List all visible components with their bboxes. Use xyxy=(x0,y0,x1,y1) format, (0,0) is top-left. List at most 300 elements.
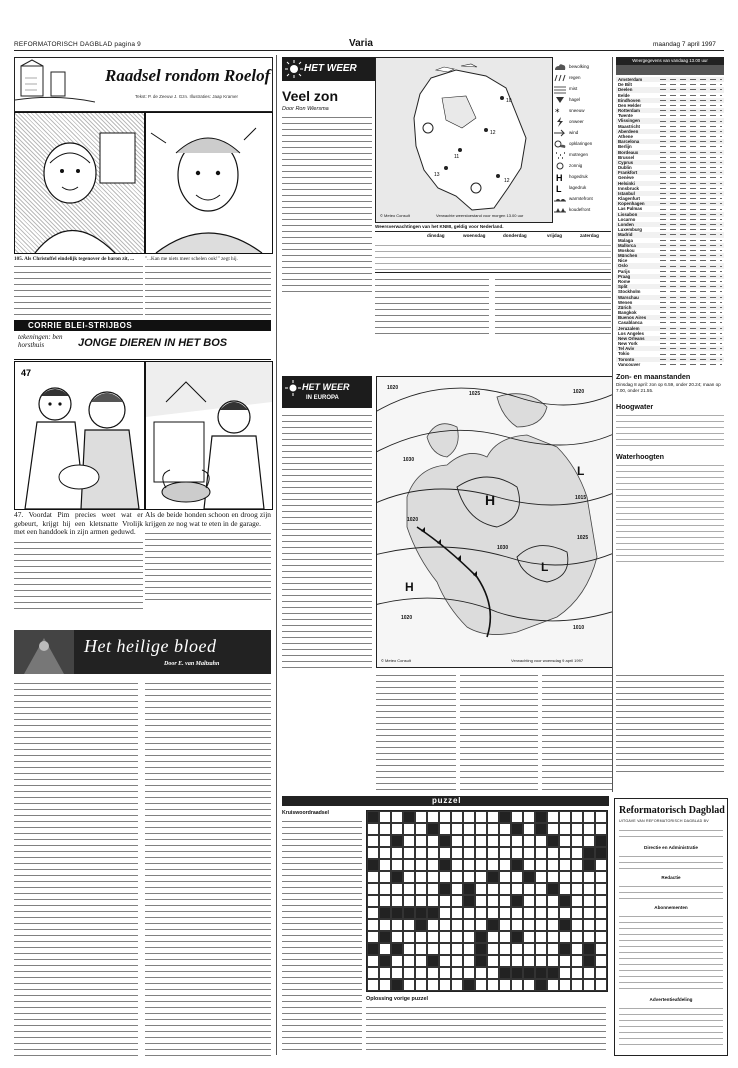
crossword-cell[interactable] xyxy=(379,871,391,883)
crossword-cell[interactable] xyxy=(379,823,391,835)
crossword-cell[interactable] xyxy=(571,955,583,967)
crossword-cell[interactable] xyxy=(451,871,463,883)
crossword-cell[interactable] xyxy=(595,931,607,943)
crossword-cell[interactable] xyxy=(571,811,583,823)
crossword-cell[interactable] xyxy=(487,823,499,835)
crossword-cell[interactable] xyxy=(367,871,379,883)
world-table-values xyxy=(660,115,722,116)
crossword-cell[interactable] xyxy=(415,859,427,871)
crossword-cell[interactable] xyxy=(415,847,427,859)
crossword-cell[interactable] xyxy=(487,859,499,871)
world-table-values xyxy=(660,198,722,199)
crossword-cell[interactable] xyxy=(475,823,487,835)
crossword-cell[interactable] xyxy=(367,931,379,943)
crossword-cell[interactable] xyxy=(571,823,583,835)
crossword-cell[interactable] xyxy=(439,823,451,835)
crossword-cell[interactable] xyxy=(559,835,571,847)
crossword-cell[interactable] xyxy=(391,919,403,931)
crossword-cell[interactable] xyxy=(415,811,427,823)
crossword-cell[interactable] xyxy=(439,811,451,823)
crossword-cell[interactable] xyxy=(523,895,535,907)
crossword-cell[interactable] xyxy=(415,835,427,847)
crossword-cell[interactable] xyxy=(487,811,499,823)
crossword-cell[interactable] xyxy=(535,931,547,943)
crossword-cell[interactable] xyxy=(547,859,559,871)
crossword-block xyxy=(379,931,391,943)
crossword-cell[interactable] xyxy=(547,811,559,823)
crossword-block xyxy=(475,931,487,943)
crossword-cell[interactable] xyxy=(403,931,415,943)
crossword-cell[interactable] xyxy=(511,955,523,967)
crossword-cell[interactable] xyxy=(403,895,415,907)
crossword-cell[interactable] xyxy=(403,871,415,883)
crossword-cell[interactable] xyxy=(439,931,451,943)
crossword-cell[interactable] xyxy=(475,907,487,919)
crossword-cell[interactable] xyxy=(403,883,415,895)
svg-text:H: H xyxy=(556,173,563,182)
comic-roelof-text-right xyxy=(145,256,271,318)
crossword-cell[interactable] xyxy=(475,883,487,895)
crossword-cell[interactable] xyxy=(535,895,547,907)
crossword-cell[interactable] xyxy=(379,859,391,871)
crossword-cell[interactable] xyxy=(451,967,463,979)
crossword-cell[interactable] xyxy=(559,907,571,919)
comic-roelof-panel-right-art xyxy=(146,113,272,253)
world-table-values xyxy=(660,307,722,308)
crossword-cell[interactable] xyxy=(583,871,595,883)
crossword-cell[interactable] xyxy=(403,847,415,859)
crossword-cell[interactable] xyxy=(463,967,475,979)
eu-isobar-label: 1020 xyxy=(387,385,399,391)
crossword-cell[interactable] xyxy=(367,883,379,895)
crossword-cell[interactable] xyxy=(499,835,511,847)
crossword-cell[interactable] xyxy=(535,883,547,895)
crossword-cell[interactable] xyxy=(487,835,499,847)
crossword-cell[interactable] xyxy=(523,883,535,895)
crossword-cell[interactable] xyxy=(535,859,547,871)
crossword-cell[interactable] xyxy=(451,907,463,919)
crossword-cell[interactable] xyxy=(583,811,595,823)
weather-byline: Door Ron Wiersma xyxy=(282,106,329,112)
crossword-cell[interactable] xyxy=(559,859,571,871)
crossword-cell[interactable] xyxy=(511,943,523,955)
crossword-cell[interactable] xyxy=(523,907,535,919)
crossword-cell[interactable] xyxy=(595,943,607,955)
crossword-cell[interactable] xyxy=(403,979,415,991)
crossword-cell[interactable] xyxy=(559,967,571,979)
crossword-cell[interactable] xyxy=(391,847,403,859)
crossword-cell[interactable] xyxy=(535,907,547,919)
crossword-cell[interactable] xyxy=(403,835,415,847)
crossword-cell[interactable] xyxy=(499,859,511,871)
crossword-cell[interactable] xyxy=(499,883,511,895)
crossword-cell[interactable] xyxy=(511,871,523,883)
crossword-cell[interactable] xyxy=(511,847,523,859)
crossword-cell[interactable] xyxy=(499,847,511,859)
crossword-cell[interactable] xyxy=(487,883,499,895)
crossword-cell[interactable] xyxy=(391,955,403,967)
crossword-cell[interactable] xyxy=(391,895,403,907)
crossword-cell[interactable] xyxy=(451,979,463,991)
crossword-cell[interactable] xyxy=(547,955,559,967)
crossword-cell[interactable] xyxy=(427,847,439,859)
crossword-cell[interactable] xyxy=(415,955,427,967)
crossword-cell[interactable] xyxy=(439,943,451,955)
crossword-cell[interactable] xyxy=(571,859,583,871)
crossword-cell[interactable] xyxy=(367,823,379,835)
crossword-cell[interactable] xyxy=(511,883,523,895)
crossword-cell[interactable] xyxy=(463,955,475,967)
world-table-values xyxy=(660,234,722,235)
world-table-city: Lissabon xyxy=(618,211,638,217)
crossword-cell[interactable] xyxy=(367,979,379,991)
crossword-cell[interactable] xyxy=(475,919,487,931)
crossword-cell[interactable] xyxy=(379,895,391,907)
crossword-cell[interactable] xyxy=(427,811,439,823)
masthead-section-heading: Redactie xyxy=(661,875,681,880)
crossword-cell[interactable] xyxy=(379,979,391,991)
comic-bos-text-left-body xyxy=(14,539,143,609)
column-rule-2 xyxy=(612,57,613,792)
crossword-cell[interactable] xyxy=(427,859,439,871)
crossword-cell[interactable] xyxy=(415,943,427,955)
crossword-cell[interactable] xyxy=(547,895,559,907)
crossword-cell[interactable] xyxy=(583,835,595,847)
crossword-cell[interactable] xyxy=(379,919,391,931)
svg-text:12: 12 xyxy=(490,130,496,136)
crossword-cell[interactable] xyxy=(583,907,595,919)
crossword-cell[interactable] xyxy=(427,943,439,955)
world-table-values xyxy=(660,162,722,163)
crossword-cell[interactable] xyxy=(415,883,427,895)
crossword-cell[interactable] xyxy=(487,943,499,955)
crossword-cell[interactable] xyxy=(595,871,607,883)
world-table-city: Bangkok xyxy=(618,310,637,316)
forecast-day: donderdag xyxy=(503,233,527,238)
crossword-cell[interactable] xyxy=(487,907,499,919)
crossword-cell[interactable] xyxy=(427,835,439,847)
crossword-cell[interactable] xyxy=(463,919,475,931)
crossword-cell[interactable] xyxy=(487,979,499,991)
crossword-cell[interactable] xyxy=(427,883,439,895)
crossword-cell[interactable] xyxy=(451,835,463,847)
crossword-cell[interactable] xyxy=(415,823,427,835)
crossword-cell[interactable] xyxy=(571,871,583,883)
crossword-cell[interactable] xyxy=(451,823,463,835)
crossword-cell[interactable] xyxy=(475,895,487,907)
crossword-cell[interactable] xyxy=(583,895,595,907)
crossword-cell[interactable] xyxy=(559,883,571,895)
crossword-cell[interactable] xyxy=(547,823,559,835)
crossword-cell[interactable] xyxy=(571,943,583,955)
crossword-cell[interactable] xyxy=(475,835,487,847)
legend-label: koudefront xyxy=(569,207,591,212)
world-table-city: Mallorca xyxy=(618,242,636,248)
crossword-cell[interactable] xyxy=(379,883,391,895)
crossword-cell[interactable] xyxy=(535,943,547,955)
crossword-cell[interactable] xyxy=(511,811,523,823)
crossword-cell[interactable] xyxy=(451,955,463,967)
world-table-values xyxy=(660,131,722,132)
comic-roelof-panel-left xyxy=(14,112,145,254)
crossword-cell[interactable] xyxy=(547,871,559,883)
crossword-cell[interactable] xyxy=(535,847,547,859)
crossword-cell[interactable] xyxy=(415,895,427,907)
crossword-block xyxy=(391,943,403,955)
crossword-cell[interactable] xyxy=(379,847,391,859)
crossword-cell[interactable] xyxy=(547,919,559,931)
crossword-cell[interactable] xyxy=(367,919,379,931)
crossword-cell[interactable] xyxy=(511,979,523,991)
crossword-cell[interactable] xyxy=(523,931,535,943)
crossword-cell[interactable] xyxy=(367,895,379,907)
crossword-cell[interactable] xyxy=(475,811,487,823)
legend-label: mist xyxy=(569,86,578,91)
crossword-cell[interactable] xyxy=(415,931,427,943)
weather-eu-logo-sub: IN EUROPA xyxy=(306,395,339,401)
crossword-cell[interactable] xyxy=(547,847,559,859)
crossword-cell[interactable] xyxy=(415,871,427,883)
crossword-cell[interactable] xyxy=(463,931,475,943)
crossword-cell[interactable] xyxy=(439,955,451,967)
crossword-cell[interactable] xyxy=(391,883,403,895)
crossword-cell[interactable] xyxy=(427,895,439,907)
crossword-cell[interactable] xyxy=(391,931,403,943)
crossword-cell[interactable] xyxy=(595,979,607,991)
world-table-values xyxy=(660,240,722,241)
world-table-values xyxy=(660,271,722,272)
crossword-cell[interactable] xyxy=(439,871,451,883)
crossword-cell[interactable] xyxy=(583,823,595,835)
crossword-cell[interactable] xyxy=(571,919,583,931)
crossword-cell[interactable] xyxy=(571,931,583,943)
crossword-cell[interactable] xyxy=(451,859,463,871)
world-table-values xyxy=(660,343,722,344)
crossword-cell[interactable] xyxy=(523,859,535,871)
world-table-values xyxy=(660,214,722,215)
crossword-cell[interactable] xyxy=(547,907,559,919)
crossword-cell[interactable] xyxy=(595,859,607,871)
crossword-cell[interactable] xyxy=(583,979,595,991)
crossword-cell[interactable] xyxy=(403,919,415,931)
crossword-cell[interactable] xyxy=(571,907,583,919)
crossword-cell[interactable] xyxy=(487,895,499,907)
crossword-cell[interactable] xyxy=(499,907,511,919)
crossword-cell[interactable] xyxy=(475,871,487,883)
crossword-cell[interactable] xyxy=(451,895,463,907)
crossword-cell[interactable] xyxy=(559,811,571,823)
crossword-cell[interactable] xyxy=(595,811,607,823)
crossword-cell[interactable] xyxy=(583,883,595,895)
crossword-cell[interactable] xyxy=(403,967,415,979)
world-table-city: Aberdeen xyxy=(618,128,639,134)
comic-bos-text-right xyxy=(145,511,271,621)
crossword-cell[interactable] xyxy=(571,847,583,859)
crossword-cell[interactable] xyxy=(367,967,379,979)
legend-label: opklaringen xyxy=(569,141,593,146)
crossword-cell[interactable] xyxy=(595,895,607,907)
crossword-cell[interactable] xyxy=(535,835,547,847)
crossword-cell[interactable] xyxy=(595,955,607,967)
legend-label: hagel xyxy=(569,97,581,102)
crossword-cell[interactable] xyxy=(571,895,583,907)
world-table-city: De Bilt xyxy=(618,82,632,88)
crossword-cell[interactable] xyxy=(571,967,583,979)
crossword-cell[interactable] xyxy=(559,847,571,859)
crossword-cell[interactable] xyxy=(391,811,403,823)
crossword-cell[interactable] xyxy=(463,835,475,847)
crossword-cell[interactable] xyxy=(523,919,535,931)
crossword-cell[interactable] xyxy=(403,823,415,835)
crossword-cell[interactable] xyxy=(499,931,511,943)
crossword-cell[interactable] xyxy=(367,835,379,847)
crossword-cell[interactable] xyxy=(523,835,535,847)
crossword-cell[interactable] xyxy=(499,823,511,835)
crossword-cell[interactable] xyxy=(487,931,499,943)
crossword-cell[interactable] xyxy=(379,943,391,955)
crossword-cell[interactable] xyxy=(499,871,511,883)
crossword-cell[interactable] xyxy=(523,811,535,823)
water-text xyxy=(616,462,724,562)
crossword-cell[interactable] xyxy=(487,955,499,967)
crossword-cell[interactable] xyxy=(463,847,475,859)
crossword-cell[interactable] xyxy=(451,847,463,859)
crossword-cell[interactable] xyxy=(499,895,511,907)
crossword-cell[interactable] xyxy=(367,955,379,967)
crossword-cell[interactable] xyxy=(559,823,571,835)
crossword-cell[interactable] xyxy=(571,979,583,991)
crossword-cell[interactable] xyxy=(583,931,595,943)
crossword-cell[interactable] xyxy=(451,883,463,895)
crossword-cell[interactable] xyxy=(439,907,451,919)
crossword-cell[interactable] xyxy=(523,943,535,955)
crossword-cell[interactable] xyxy=(559,979,571,991)
crossword-cell[interactable] xyxy=(427,967,439,979)
world-table-city: Berlijn xyxy=(618,144,632,150)
comic-bos-caption-start: 47. Voordat Pim precies weet wat er gebeurt, krijgt hij een kletsnatte Vrolijk met een handdoek in zijn armen geduwd. xyxy=(14,511,143,537)
crossword-cell[interactable] xyxy=(403,859,415,871)
crossword-cell[interactable] xyxy=(427,919,439,931)
crossword-cell[interactable] xyxy=(475,859,487,871)
crossword-cell[interactable] xyxy=(379,811,391,823)
crossword-cell[interactable] xyxy=(487,847,499,859)
crossword-cell[interactable] xyxy=(427,979,439,991)
crossword-cell[interactable] xyxy=(499,979,511,991)
crossword-block xyxy=(499,811,511,823)
crossword-cell[interactable] xyxy=(583,967,595,979)
crossword-cell[interactable] xyxy=(391,859,403,871)
crossword-cell[interactable] xyxy=(559,931,571,943)
crossword-cell[interactable] xyxy=(475,847,487,859)
crossword-cell[interactable] xyxy=(523,979,535,991)
crossword-cell[interactable] xyxy=(427,871,439,883)
crossword-cell[interactable] xyxy=(439,847,451,859)
crossword-cell[interactable] xyxy=(463,823,475,835)
crossword-cell[interactable] xyxy=(499,955,511,967)
world-table-city: Eindhoven xyxy=(618,97,641,103)
crossword-cell[interactable] xyxy=(547,979,559,991)
crossword-cell[interactable] xyxy=(463,859,475,871)
crossword-cell[interactable] xyxy=(379,835,391,847)
comic-roelof-panel-right xyxy=(145,112,273,254)
crossword-cell[interactable] xyxy=(415,967,427,979)
crossword-cell[interactable] xyxy=(499,943,511,955)
crossword-cell[interactable] xyxy=(535,871,547,883)
sun-icon xyxy=(285,60,303,78)
crossword-cell[interactable] xyxy=(367,907,379,919)
crossword-cell[interactable] xyxy=(463,907,475,919)
world-table-values xyxy=(660,146,722,147)
crossword-cell[interactable] xyxy=(547,931,559,943)
crossword-cell[interactable] xyxy=(427,931,439,943)
legend-label: zonnig xyxy=(569,163,583,168)
crossword-cell[interactable] xyxy=(403,943,415,955)
crossword-block xyxy=(439,835,451,847)
crossword-cell[interactable] xyxy=(559,871,571,883)
crossword-cell[interactable] xyxy=(595,823,607,835)
crossword-cell[interactable] xyxy=(523,823,535,835)
crossword-cell[interactable] xyxy=(451,943,463,955)
crossword-cell[interactable] xyxy=(547,943,559,955)
crossword-cell[interactable] xyxy=(391,967,403,979)
crossword-cell[interactable] xyxy=(451,919,463,931)
crossword-cell[interactable] xyxy=(595,919,607,931)
crossword-cell[interactable] xyxy=(595,907,607,919)
crossword-cell[interactable] xyxy=(511,919,523,931)
legend-label: wind xyxy=(569,130,579,135)
crossword-cell[interactable] xyxy=(439,967,451,979)
legend-row xyxy=(553,62,611,73)
crossword-cell[interactable] xyxy=(571,883,583,895)
crossword-cell[interactable] xyxy=(451,811,463,823)
crossword-cell[interactable] xyxy=(487,967,499,979)
crossword-cell[interactable] xyxy=(439,895,451,907)
crossword-cell[interactable] xyxy=(595,883,607,895)
crossword-cell[interactable] xyxy=(523,955,535,967)
crossword-cell[interactable] xyxy=(499,919,511,931)
crossword-cell[interactable] xyxy=(463,811,475,823)
crossword-cell[interactable] xyxy=(511,907,523,919)
crossword-cell[interactable] xyxy=(415,979,427,991)
crossword-cell[interactable] xyxy=(451,931,463,943)
crossword-cell[interactable] xyxy=(595,967,607,979)
world-table-city: Jeruzalem xyxy=(618,325,640,331)
crossword-cell[interactable] xyxy=(583,919,595,931)
crossword-cell[interactable] xyxy=(475,967,487,979)
world-table-city: Kopenhagen xyxy=(618,201,645,207)
world-table-head xyxy=(616,65,724,75)
crossword-cell[interactable] xyxy=(391,823,403,835)
crossword-cell[interactable] xyxy=(463,871,475,883)
crossword-cell[interactable] xyxy=(463,943,475,955)
crossword-cell[interactable] xyxy=(475,979,487,991)
crossword-cell[interactable] xyxy=(571,835,583,847)
crossword-block xyxy=(463,979,475,991)
crossword-cell[interactable] xyxy=(439,979,451,991)
crossword-cell[interactable] xyxy=(511,835,523,847)
crossword-cell[interactable] xyxy=(559,955,571,967)
crossword-block xyxy=(487,919,499,931)
world-table-values xyxy=(660,152,722,153)
crossword-cell[interactable] xyxy=(403,955,415,967)
crossword-cell[interactable] xyxy=(439,919,451,931)
motregen-icon xyxy=(553,150,567,160)
crossword-cell[interactable] xyxy=(379,967,391,979)
crossword-cell[interactable] xyxy=(367,847,379,859)
crossword-cell[interactable] xyxy=(535,955,547,967)
crossword-cell[interactable] xyxy=(535,919,547,931)
crossword-cell[interactable] xyxy=(523,847,535,859)
